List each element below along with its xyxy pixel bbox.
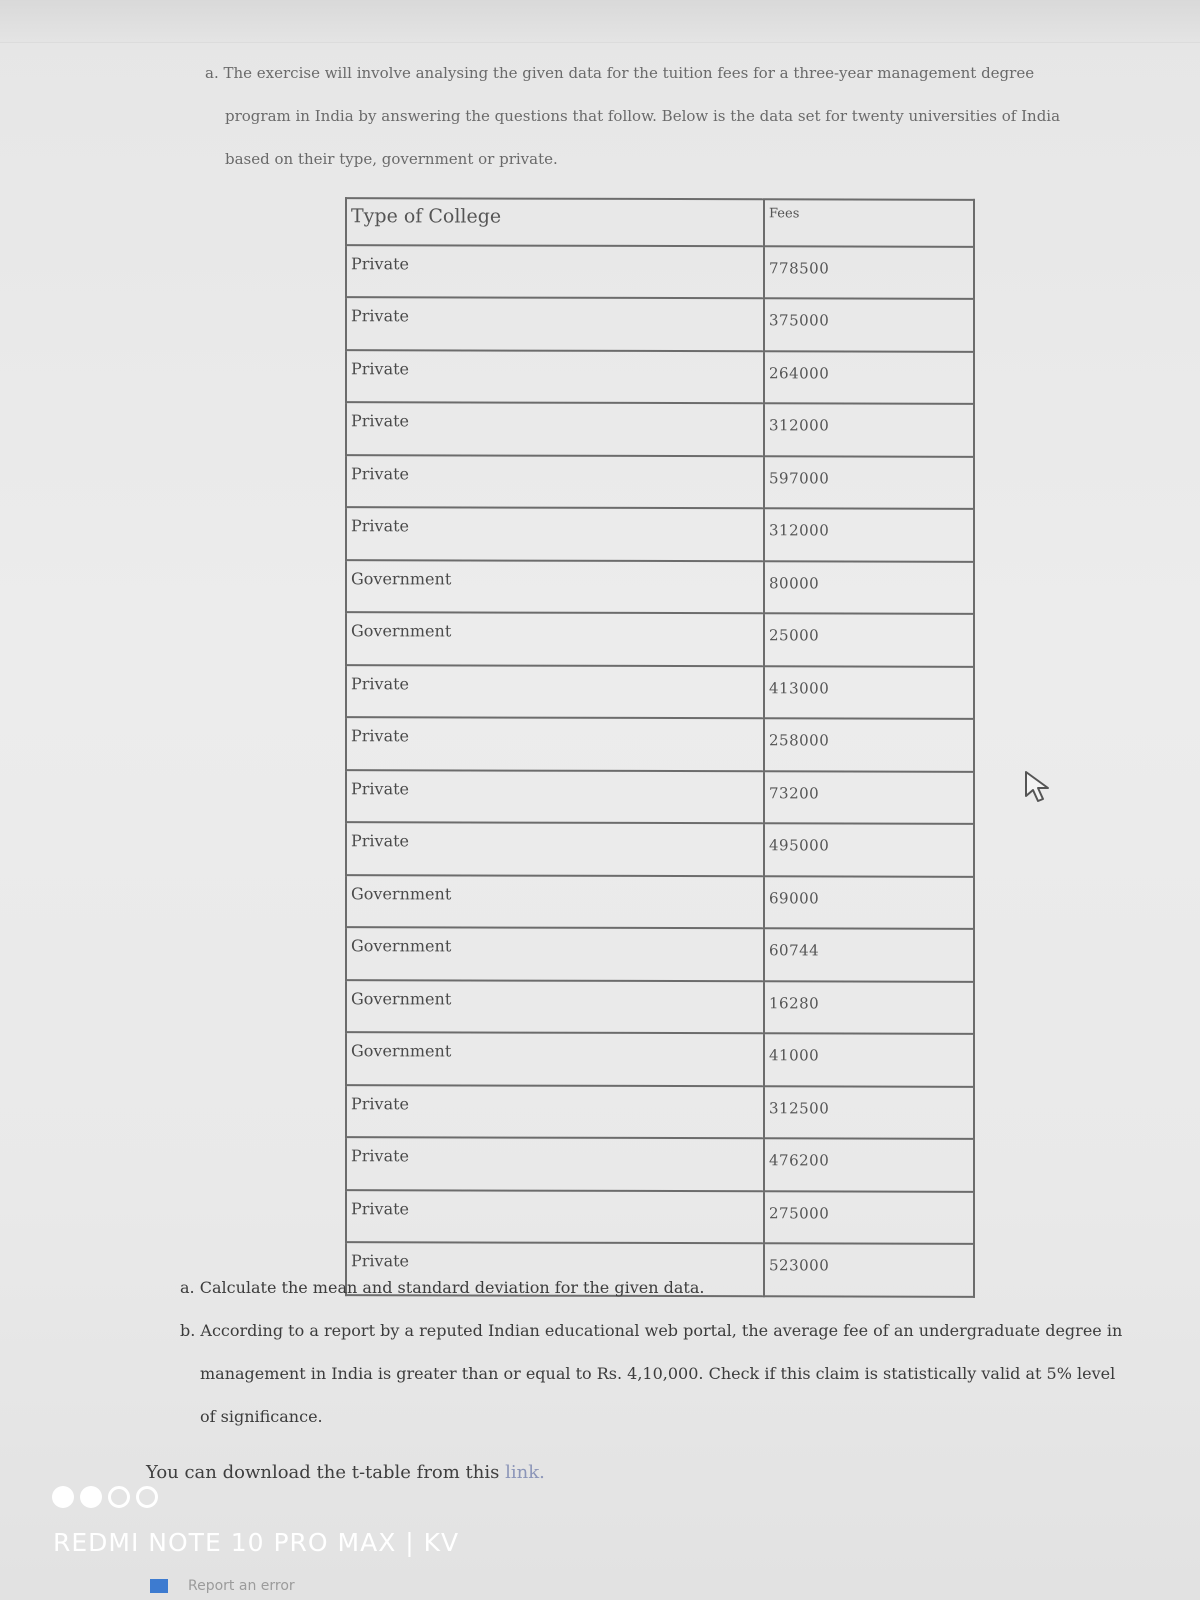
table-row — [346, 297, 974, 351]
college-type-cell: Private — [346, 455, 764, 509]
college-type-cell: Private — [346, 822, 764, 876]
questions-block — [180, 1266, 1160, 1438]
intro-line-3: based on their type, government or private. — [225, 150, 558, 168]
fee-cell: 778500 — [764, 246, 974, 299]
fee-cell: 476200 — [764, 1138, 974, 1191]
table-row — [346, 822, 974, 876]
fee-cell: 312500 — [764, 1086, 974, 1139]
table-row — [346, 875, 974, 929]
fee-cell: 60744 — [764, 928, 974, 981]
college-type-cell: Private — [346, 770, 764, 824]
college-type-cell: Private — [346, 1242, 764, 1296]
question-b-line-2: management in India is greater than or equal to Rs. 4,10,000. Check if this claim is statistically valid at 5% level — [200, 1364, 1116, 1383]
college-type-cell: Government — [346, 1032, 764, 1086]
hollow-dot-icon — [136, 1486, 158, 1508]
fee-cell: 73200 — [764, 771, 974, 824]
college-type-cell: Government — [346, 875, 764, 929]
fee-cell: 597000 — [764, 456, 974, 509]
table-row — [346, 717, 974, 771]
fee-cell: 41000 — [764, 1033, 974, 1086]
table-row — [346, 350, 974, 404]
t-table-link[interactable]: link. — [505, 1462, 545, 1483]
fee-cell: 275000 — [764, 1191, 974, 1244]
question-a: a. Calculate the mean and standard deviation for the given data. — [180, 1278, 705, 1297]
fees-table — [345, 197, 975, 1297]
table-row — [346, 1137, 974, 1191]
college-type-cell: Government — [346, 927, 764, 981]
college-type-cell: Government — [346, 612, 764, 666]
top-bar — [0, 0, 1200, 43]
table-row — [346, 1085, 974, 1139]
filled-dot-icon — [80, 1486, 102, 1508]
fee-cell: 69000 — [764, 876, 974, 929]
intro-paragraph — [205, 52, 1125, 181]
hollow-dot-icon — [108, 1486, 130, 1508]
header-fees: Fees — [764, 199, 974, 246]
college-type-cell: Private — [346, 717, 764, 771]
camera-watermark-dots — [52, 1486, 158, 1508]
college-type-cell: Private — [346, 402, 764, 456]
college-type-cell: Private — [346, 1085, 764, 1139]
table-row — [346, 507, 974, 561]
mouse-cursor-icon — [1022, 768, 1056, 806]
flag-icon — [150, 1579, 168, 1593]
fee-cell: 25000 — [764, 613, 974, 666]
fee-cell: 375000 — [764, 298, 974, 351]
college-type-cell: Government — [346, 980, 764, 1034]
fee-cell: 264000 — [764, 351, 974, 404]
header-type-of-college: Type of College — [346, 198, 764, 246]
college-type-cell: Government — [346, 560, 764, 614]
table-row — [346, 560, 974, 614]
intro-line-2: program in India by answering the questions that follow. Below is the data set for twenty universities of India — [225, 107, 1061, 125]
fee-cell: 80000 — [764, 561, 974, 614]
download-text: You can download the t-table from this — [146, 1462, 506, 1483]
table-row — [346, 770, 974, 824]
report-error-link[interactable] — [150, 1578, 295, 1594]
table-row — [346, 1190, 974, 1244]
college-type-cell: Private — [346, 1137, 764, 1191]
college-type-cell: Private — [346, 665, 764, 719]
table-row — [346, 1032, 974, 1086]
table-row — [346, 245, 974, 299]
download-note — [146, 1462, 545, 1483]
table-row — [346, 402, 974, 456]
college-type-cell: Private — [346, 507, 764, 561]
fee-cell: 523000 — [764, 1243, 974, 1296]
table-row — [346, 980, 974, 1034]
intro-line-1: a. The exercise will involve analysing the given data for the tuition fees for a three-year management degree — [205, 64, 1035, 82]
table-header-row — [346, 198, 974, 246]
report-error-label: Report an error — [188, 1578, 295, 1594]
college-type-cell: Private — [346, 350, 764, 404]
filled-dot-icon — [52, 1486, 74, 1508]
table-row — [346, 455, 974, 509]
college-type-cell: Private — [346, 297, 764, 351]
camera-watermark: REDMI NOTE 10 PRO MAX | KV — [53, 1528, 460, 1557]
fee-cell: 413000 — [764, 666, 974, 719]
college-type-cell: Private — [346, 1190, 764, 1244]
fee-cell: 312000 — [764, 508, 974, 561]
table-row — [346, 927, 974, 981]
fee-cell: 312000 — [764, 403, 974, 456]
college-type-cell: Private — [346, 245, 764, 299]
question-b-line-3: of significance. — [200, 1407, 323, 1426]
fee-cell: 258000 — [764, 718, 974, 771]
question-b-line-1: b. According to a report by a reputed Indian educational web portal, the average fee of an undergraduate degree in — [180, 1321, 1123, 1340]
table-row — [346, 612, 974, 666]
table-row — [346, 665, 974, 719]
fee-cell: 16280 — [764, 981, 974, 1034]
fee-cell: 495000 — [764, 823, 974, 876]
